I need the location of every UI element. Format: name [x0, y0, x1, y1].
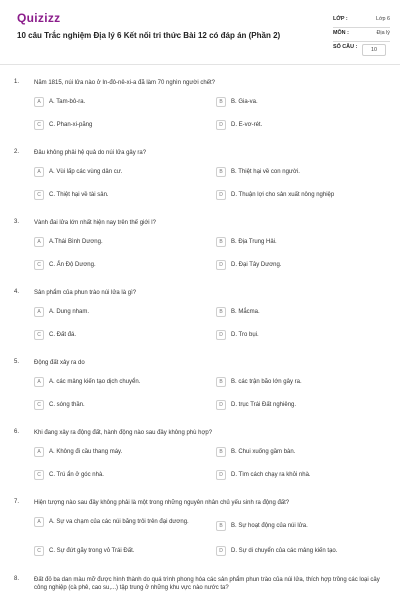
meta-value: Lớp 6: [375, 16, 390, 22]
option-letter-box: C: [34, 470, 44, 480]
option-letter-box: B: [216, 377, 226, 387]
quizizz-logo: Quizizz: [17, 11, 61, 25]
option-text: D. Đại Tây Dương.: [231, 262, 282, 268]
option-letter-box: A: [34, 167, 44, 177]
question-number: 8.: [14, 576, 20, 582]
question-text: Năm 1815, núi lửa nào ở In-đô-nê-xi-a đã làm 70 nghìn người chết?: [34, 80, 216, 86]
meta-value: Địa lý: [376, 30, 390, 36]
option-letter-box: C: [34, 546, 44, 556]
question-number: 6.: [14, 429, 20, 435]
option-text: D. trục Trái Đất nghiêng.: [231, 402, 297, 408]
option-text: B. Địa Trung Hải.: [231, 239, 277, 245]
question-text: Sản phẩm của phun trào núi lửa là gì?: [34, 290, 137, 296]
option-letter-box: D: [216, 120, 226, 130]
option-letter-box: A: [34, 517, 44, 527]
option-text: B. Thiệt hại về con người.: [231, 169, 300, 175]
option-text: B. Chui xuống gầm bàn.: [231, 449, 296, 455]
option-text: C. Đất đá.: [49, 332, 77, 338]
option-text: B. Gia-va.: [231, 99, 258, 105]
option-letter-box: B: [216, 167, 226, 177]
meta-grade: [333, 14, 390, 28]
option-text: A. Sự va chạm của các núi băng trôi trên đại dương.: [49, 519, 189, 525]
question-number: 5.: [14, 359, 20, 365]
document-header: [0, 0, 400, 62]
option-letter-box: D: [216, 470, 226, 480]
option-letter-box: C: [34, 260, 44, 270]
option-letter-box: A: [34, 307, 44, 317]
option-letter-box: A: [34, 447, 44, 457]
option-text: C. sóng thần.: [49, 402, 85, 408]
option-text: D. E-vơ-rét.: [231, 122, 263, 128]
option-text: D. Tìm cách chạy ra khỏi nhà.: [231, 472, 311, 478]
option-letter-box: B: [216, 521, 226, 531]
question-text: Hiện tượng nào sau đây không phải là một trong những nguyên nhân chủ yếu sinh ra động đất?: [34, 500, 290, 506]
option-letter-box: B: [216, 307, 226, 317]
question-text: Đâu không phải hệ quả do núi lửa gây ra?: [34, 150, 147, 156]
option-letter-box: D: [216, 330, 226, 340]
option-letter-box: B: [216, 97, 226, 107]
option-letter-box: C: [34, 400, 44, 410]
question-number: 7.: [14, 499, 20, 505]
option-letter-box: A: [34, 377, 44, 387]
question-number: 1.: [14, 79, 20, 85]
option-text: A. Dung nham.: [49, 309, 90, 315]
option-letter-box: D: [216, 260, 226, 270]
meta-value-box: 10: [362, 44, 386, 56]
meta-label: MÔN :: [333, 30, 349, 36]
question-number: 2.: [14, 149, 20, 155]
option-text: B. Mắcma.: [231, 309, 260, 315]
question-text: Đất đỏ ba dan màu mỡ được hình thành do quá trình phong hóa các sản phẩm phun trào của núi lửa, thích hợp trồng các loại cây công nghiệp (cà phê, cao su,...) tập trung ở những khu vực nào nước ta?: [34, 577, 380, 591]
document-title: 10 câu Trắc nghiệm Địa lý 6 Kết nối tri thức Bài 12 có đáp án (Phần 2): [17, 31, 281, 40]
option-text: B. Sự hoạt động của núi lửa.: [231, 523, 308, 529]
option-text: D. Thuận lợi cho sản xuất nông nghiệp: [231, 192, 335, 198]
option-text: A. Vùi lấp các vùng dân cư.: [49, 169, 123, 175]
question-text: Vành đai lửa lớn nhất hiện nay trên thế giới l?: [34, 220, 156, 226]
option-letter-box: B: [216, 447, 226, 457]
option-text: D. Sự di chuyển của các mảng kiến tạo.: [231, 548, 338, 554]
option-letter-box: D: [216, 190, 226, 200]
option-text: A.Thái Bình Dương.: [49, 239, 103, 245]
meta-panel: [333, 14, 390, 58]
option-text: A. Không đi cầu thang máy.: [49, 449, 123, 455]
meta-subject: [333, 28, 390, 42]
option-text: C. Trú ẩn ở góc nhà.: [49, 472, 104, 478]
option-text: A. Tam-bô-ra.: [49, 99, 86, 105]
option-letter-box: C: [34, 120, 44, 130]
option-text: C. Thiệt hại về tài sản.: [49, 192, 109, 198]
option-letter-box: D: [216, 400, 226, 410]
header-divider: [0, 64, 400, 65]
question-text: Khi đang xảy ra động đất, hành động nào sau đây không phù hợp?: [34, 430, 213, 436]
meta-label: SỐ CÂU :: [333, 44, 358, 50]
option-letter-box: A: [34, 237, 44, 247]
question-number: 4.: [14, 289, 20, 295]
option-letter-box: C: [34, 330, 44, 340]
option-text: C. Ấn Độ Dương.: [49, 262, 96, 268]
option-letter-box: C: [34, 190, 44, 200]
option-text: C. Phan-xi-păng: [49, 122, 93, 128]
question-text: Động đất xảy ra do: [34, 360, 85, 366]
meta-label: LỚP :: [333, 16, 348, 22]
option-text: A. các mảng kiến tạo dịch chuyển.: [49, 379, 141, 385]
option-letter-box: D: [216, 546, 226, 556]
question-number: 3.: [14, 219, 20, 225]
option-text: C. Sự đứt gãy trong vỏ Trái Đất.: [49, 548, 135, 554]
option-text: B. các trận bão lớn gây ra.: [231, 379, 302, 385]
option-letter-box: B: [216, 237, 226, 247]
option-text: D. Tro bụi.: [231, 332, 259, 338]
option-letter-box: A: [34, 97, 44, 107]
meta-question-count: [333, 42, 390, 58]
